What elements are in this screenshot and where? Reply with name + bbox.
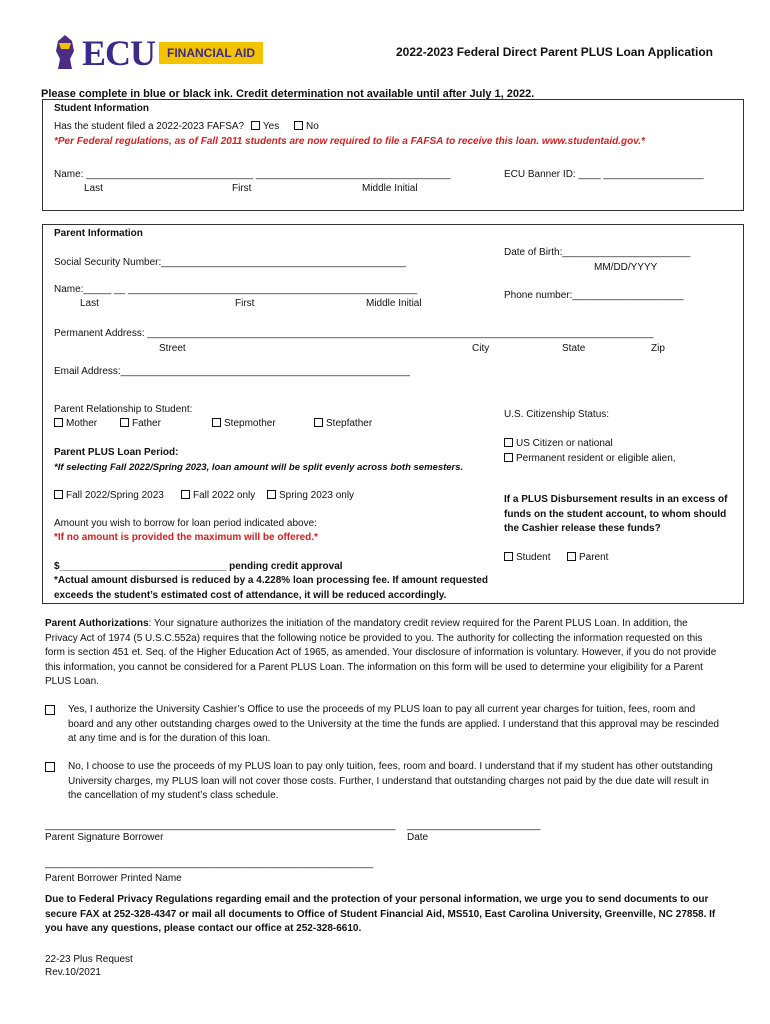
parent-name-field[interactable]: Name:_____ __ ____________________________________________________ xyxy=(54,284,418,295)
student-last-caption: Last xyxy=(84,183,103,194)
parent-first-caption: First xyxy=(235,298,255,309)
auth-no-checkbox[interactable] xyxy=(45,762,55,772)
rel-stepfather-option xyxy=(314,418,372,429)
parent-last-caption: Last xyxy=(80,298,99,309)
period-fall-label: Fall 2022 only xyxy=(193,490,256,501)
rel-stepmother-checkbox[interactable] xyxy=(212,418,221,427)
release-student-label: Student xyxy=(516,552,551,563)
amount-field[interactable]: $______________________________ pending credit approval xyxy=(54,561,343,572)
parent-section-header: Parent Information xyxy=(54,228,143,239)
banner-id-field[interactable]: ECU Banner ID: ____ __________________ xyxy=(504,169,704,180)
email-field[interactable]: Email Address:____________________________________________________ xyxy=(54,366,410,377)
rel-mother-label: Mother xyxy=(66,418,98,429)
student-section-header: Student Information xyxy=(54,103,149,114)
logo-ecu-text: ECU xyxy=(82,33,156,73)
ecu-logo xyxy=(50,32,263,74)
dob-format-caption: MM/DD/YYYY xyxy=(594,262,658,273)
loan-period-note: *If selecting Fall 2022/Spring 2023, loan amount will be split evenly across both semesters. xyxy=(54,462,464,473)
rel-stepfather-checkbox[interactable] xyxy=(314,418,323,427)
fafsa-question xyxy=(54,121,319,132)
date-label: Date xyxy=(407,832,429,843)
date-line[interactable]: ________________________ xyxy=(407,820,541,831)
student-name-field[interactable]: Name: ______________________________ ___________________________________ xyxy=(54,169,451,180)
parent-middle-caption: Middle Initial xyxy=(366,298,422,309)
period-fall-checkbox[interactable] xyxy=(181,490,190,499)
period-spring-checkbox[interactable] xyxy=(267,490,276,499)
address-field[interactable]: Permanent Address: ___________________________________________________________________________________________ xyxy=(54,328,654,339)
auth-yes-checkbox[interactable] xyxy=(45,705,55,715)
dob-field[interactable]: Date of Birth:_______________________ xyxy=(504,247,691,258)
zip-caption: Zip xyxy=(651,343,665,354)
form-revision: Rev.10/2021 xyxy=(45,967,101,978)
disbursement-question: If a PLUS Disbursement results in an excess of funds on the student account, to whom should the Cashier release these funds? xyxy=(504,494,728,534)
fafsa-question-label: Has the student filed a 2022-2023 FAFSA? xyxy=(54,121,245,132)
rel-father-checkbox[interactable] xyxy=(120,418,129,427)
privacy-notice: Due to Federal Privacy Regulations regarding email and the protection of your personal information, we urge you to send documents to our secure FAX at 252-328-4347 or mail all documents to Office of Student Financial Aid, MS510, East Carolina University, Greenville, NC 27858. If you have any questions, please contact our office at 252-328-6610. xyxy=(45,894,716,934)
student-first-caption: First xyxy=(232,183,252,194)
authorizations-text: : Your signature authorizes the initiation of the mandatory credit review required for the Parent PLUS Loan. In addition, the Privacy Act of 1974 (5 U.S.C.552a) requires that the following notice be provided to you. The authority for collecting the information requested on this form is section 451 et. Seq. of the Higher Education Act of 1965, as amended. Your disclosure of information is voluntary. However, if you do not provide this information, you cannot be considered for a Parent PLUS Loan. The information on this form will be used to determine your eligibility for a Parent PLUS Loan. xyxy=(45,618,717,687)
auth-yes-text: Yes, I authorize the University Cashier’s Office to use the proceeds of my PLUS loan to pay all current year charges for tuition, fees, room and board and any other outstanding charges owed to the University at the time the funds are applied. I understand that this approval may be rescinded at any time and is for the duration of this loan. xyxy=(68,704,719,744)
street-caption: Street xyxy=(159,343,186,354)
period-spring-label: Spring 2023 only xyxy=(279,490,355,501)
rel-stepfather-label: Stepfather xyxy=(326,418,373,429)
printed-name-label: Parent Borrower Printed Name xyxy=(45,873,182,884)
logo-financial-aid-badge: FINANCIAL AID xyxy=(159,42,263,64)
rel-father-option xyxy=(120,418,161,429)
cit-us-option xyxy=(504,438,613,449)
release-student-option xyxy=(504,552,550,563)
amount-note: *If no amount is provided the maximum will be offered.* xyxy=(54,532,318,543)
student-info-box xyxy=(42,99,744,211)
release-student-checkbox[interactable] xyxy=(504,552,513,561)
relationship-label: Parent Relationship to Student: xyxy=(54,404,193,415)
fee-note: *Actual amount disbursed is reduced by a 4.228% loan processing fee. If amount requested exceeds the student’s estimated cost of attendance, it will be reduced accordingly. xyxy=(54,575,489,601)
signature-line[interactable]: _______________________________________________________________ xyxy=(45,820,396,831)
phone-field[interactable]: Phone number:____________________ xyxy=(504,290,684,301)
page-title: 2022-2023 Federal Direct Parent PLUS Loan Application xyxy=(396,45,713,59)
relationship-options xyxy=(54,418,97,429)
student-middle-caption: Middle Initial xyxy=(362,183,418,194)
citizenship-label: U.S. Citizenship Status: xyxy=(504,409,610,420)
loan-period-label: Parent PLUS Loan Period: xyxy=(54,447,179,458)
period-option-fall xyxy=(181,490,255,501)
authorizations-label: Parent Authorizations xyxy=(45,618,149,629)
period-option-fy xyxy=(54,490,164,501)
rel-father-label: Father xyxy=(132,418,161,429)
rel-mother-checkbox[interactable] xyxy=(54,418,63,427)
cit-us-label: US Citizen or national xyxy=(516,438,613,449)
pirate-logo-icon xyxy=(50,33,80,73)
cit-pr-option xyxy=(504,453,676,464)
auth-no-text: No, I choose to use the proceeds of my PLUS loan to pay only tuition, fees, room and board. I understand that if my student has other outstanding University charges, my PLUS loan will not cover those costs. Further, I understand that outstanding charges not paid by the due date will result in the cancellation of my student’s class schedule. xyxy=(68,761,713,801)
signature-label: Parent Signature Borrower xyxy=(45,832,164,843)
fafsa-yes-checkbox[interactable] xyxy=(251,121,260,130)
fafsa-no-checkbox[interactable] xyxy=(294,121,303,130)
cit-pr-checkbox[interactable] xyxy=(504,453,513,462)
period-fy-checkbox[interactable] xyxy=(54,490,63,499)
release-parent-label: Parent xyxy=(579,552,609,563)
state-caption: State xyxy=(562,343,586,354)
rel-stepmother-label: Stepmother xyxy=(224,418,276,429)
cit-pr-label: Permanent resident or eligible alien, xyxy=(516,453,676,464)
release-parent-option xyxy=(567,552,608,563)
fafsa-yes-label: Yes xyxy=(262,121,280,132)
cit-us-checkbox[interactable] xyxy=(504,438,513,447)
amount-label: Amount you wish to borrow for loan period indicated above: xyxy=(54,518,317,529)
fafsa-no-label: No xyxy=(306,121,319,132)
period-fy-label: Fall 2022/Spring 2023 xyxy=(66,490,164,501)
ssn-field[interactable]: Social Security Number:____________________________________________ xyxy=(54,257,406,268)
instructions: Please complete in blue or black ink. Credit determination not available until after July 1, 2022. xyxy=(41,88,535,100)
period-option-spring xyxy=(267,490,354,501)
fafsa-note: *Per Federal regulations, as of Fall 2011 students are now required to file a FAFSA to receive this loan. www.studentaid.gov.* xyxy=(54,136,645,147)
rel-stepmother-option xyxy=(212,418,276,429)
city-caption: City xyxy=(472,343,490,354)
authorizations-paragraph xyxy=(45,617,720,690)
printed-name-line[interactable]: ___________________________________________________________ xyxy=(45,858,374,869)
form-id: 22-23 Plus Request xyxy=(45,954,133,965)
release-parent-checkbox[interactable] xyxy=(567,552,576,561)
